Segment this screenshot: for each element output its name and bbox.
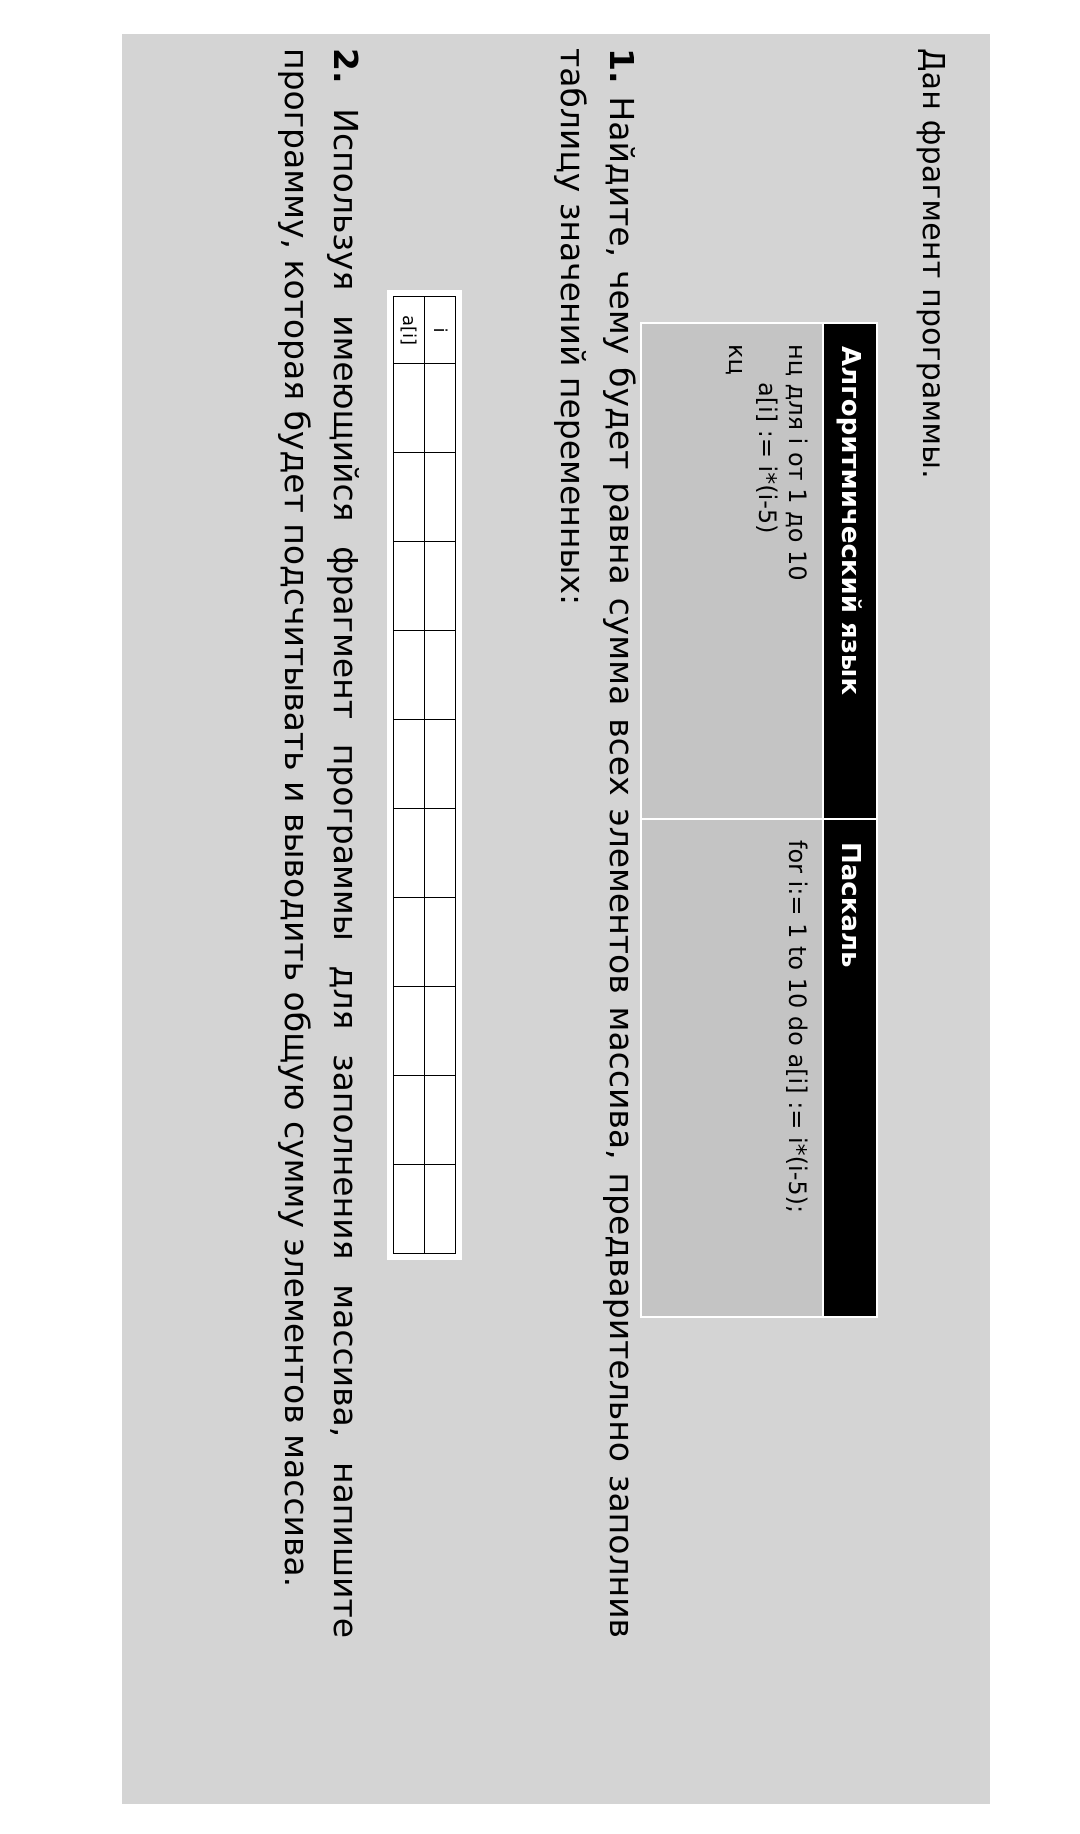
grid-cell (394, 1165, 425, 1254)
grid-cell (425, 1165, 456, 1254)
code-table-header-row (823, 323, 877, 1317)
question-1-number: 1. (602, 48, 641, 84)
code-table (640, 322, 878, 1318)
grid-cell (425, 1076, 456, 1165)
question-2 (272, 48, 370, 1638)
question-2-text: Используя имеющийся фрагмент программы для заполнения массива, напишите программу, которая будет подсчитывать и выводить общую сумму элементов массива. (277, 48, 365, 1638)
grid-cell (425, 809, 456, 898)
alg-code-line: a[i] := i*(i-5) (753, 382, 781, 534)
grid-cell (394, 453, 425, 542)
grid-cell (394, 720, 425, 809)
alg-code-line: кц (723, 344, 751, 375)
pascal-code-line: for i:= 1 to 10 do a[i] := i*(i-5); (783, 840, 811, 1214)
alg-code-line: нц для i от 1 до 10 (783, 344, 811, 581)
grid-cell (425, 987, 456, 1076)
algorithmic-code-cell (641, 323, 823, 819)
code-table-body-row (641, 323, 823, 1317)
grid-cell (425, 898, 456, 987)
header-pascal: Паскаль (823, 819, 877, 1317)
grid-cell (394, 1076, 425, 1165)
pascal-code-cell (641, 819, 823, 1317)
grid-cell (425, 453, 456, 542)
grid-cell (425, 542, 456, 631)
grid-cell (394, 542, 425, 631)
grid-label-i: i (425, 297, 456, 364)
intro-text: Дан фрагмент программы. (915, 48, 950, 479)
grid-cell (425, 720, 456, 809)
grid-row-i (425, 297, 456, 1254)
grid-row-ai (394, 297, 425, 1254)
question-2-number: 2. (326, 48, 365, 84)
question-1-text: Найдите, чему будет равна сумма всех элементов массива, предварительно заполнив таблицу значений переменных: (553, 48, 641, 1638)
grid-cell (394, 898, 425, 987)
grid-cell (394, 631, 425, 720)
grid-cell (394, 987, 425, 1076)
rotated-document (122, 34, 990, 1804)
grid-cell (425, 364, 456, 453)
grid-label-ai: a[i] (394, 297, 425, 364)
grid-cell (394, 364, 425, 453)
question-1 (548, 48, 646, 1638)
value-grid-container (387, 290, 462, 1260)
value-grid (393, 296, 456, 1254)
document-page (122, 34, 990, 1804)
grid-cell (394, 809, 425, 898)
header-algorithmic-language: Алгоритмический язык (823, 323, 877, 819)
grid-cell (425, 631, 456, 720)
